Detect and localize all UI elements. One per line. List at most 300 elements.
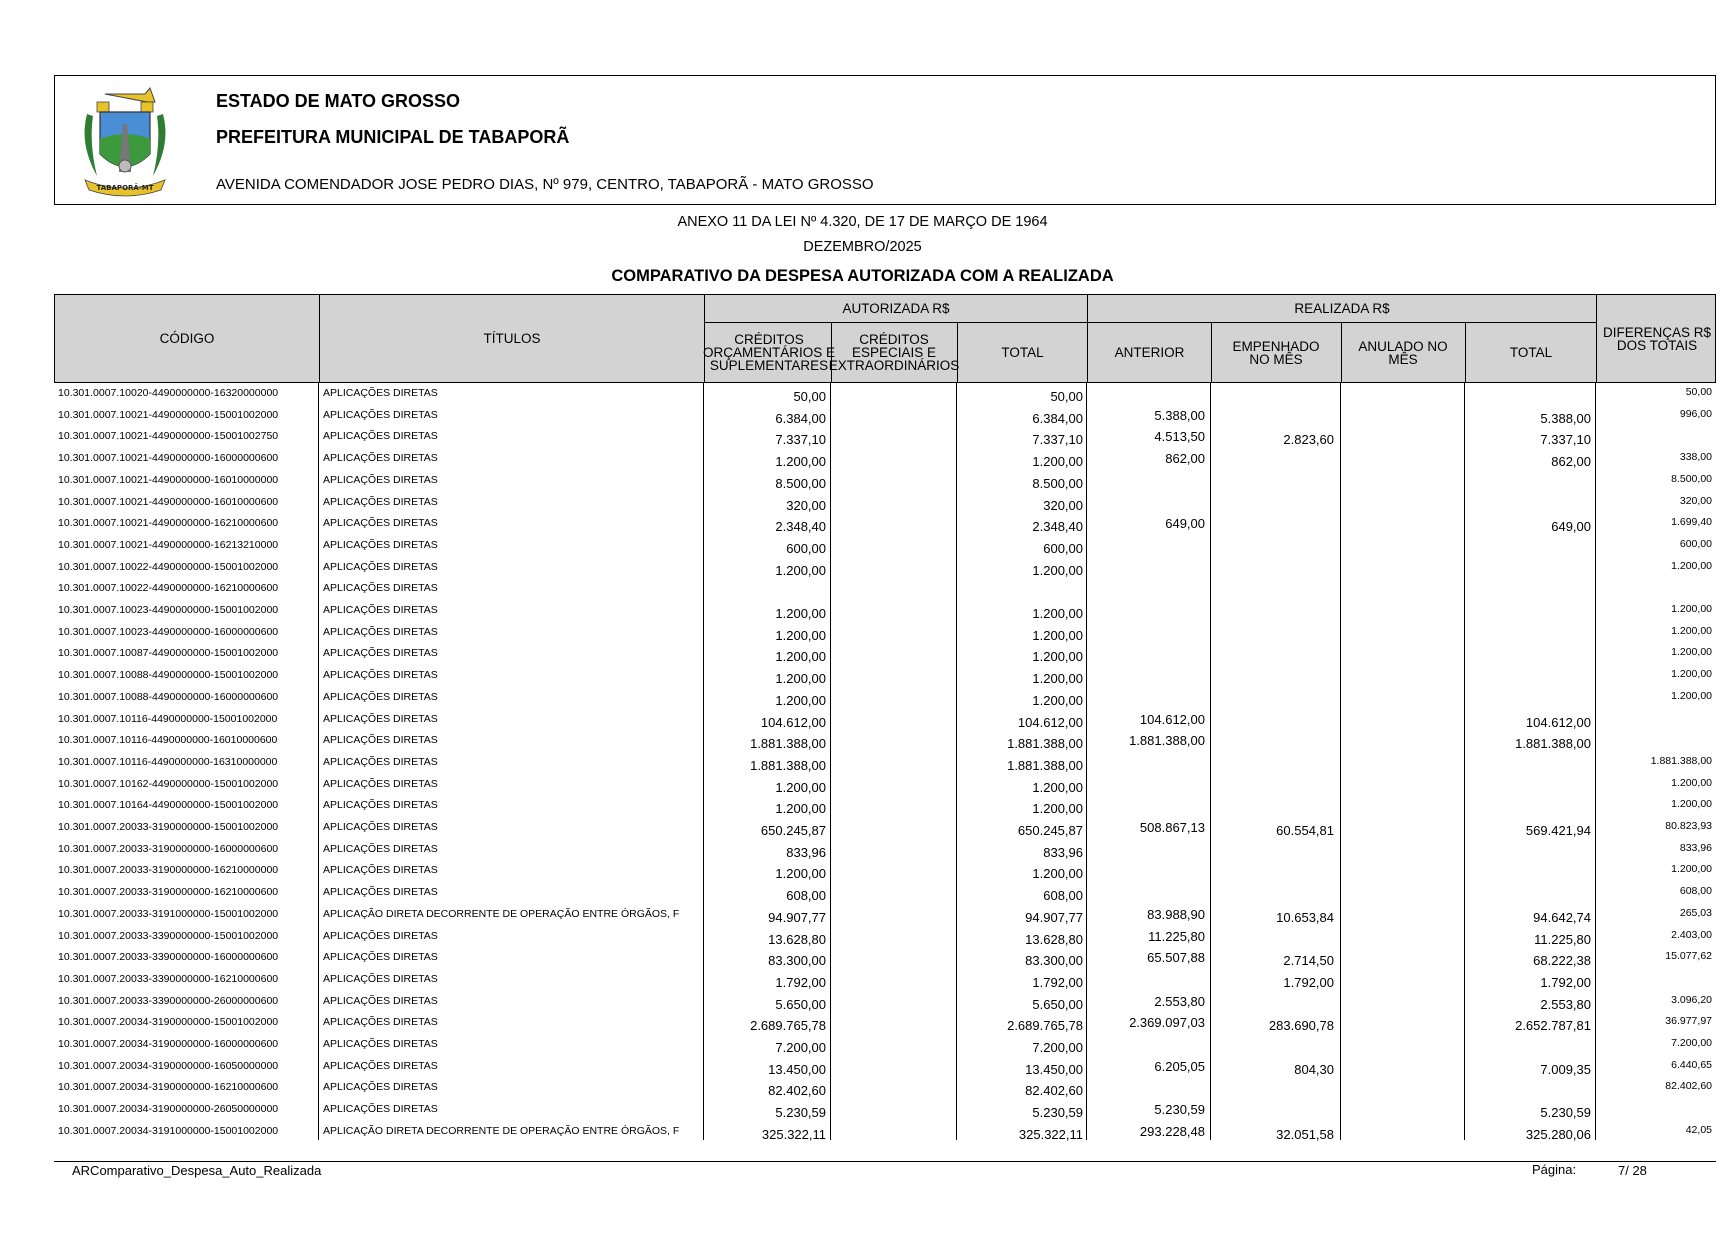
cell-code: 10.301.0007.10021-4490000000-16010000600 (58, 495, 279, 508)
cell-code: 10.301.0007.20034-3190000000-16210000600 (58, 1081, 279, 1094)
cell-committed-month (1211, 513, 1334, 535)
column-header-titles: TÍTULOS (483, 331, 541, 346)
cell-committed-month: 32.051,58 (1276, 1126, 1334, 1142)
cell-realized-total (1465, 839, 1591, 861)
cell-title: APLICAÇÕES DIRETAS (323, 994, 438, 1007)
cell-realized-total: 862,00 (1551, 454, 1591, 470)
cell-cancelled-month (1341, 1077, 1459, 1099)
table-row (54, 1077, 1716, 1099)
cell-difference: 1.200,00 (1671, 668, 1712, 681)
cell-cancelled-month (1341, 730, 1459, 752)
cell-title: APLICAÇÕES DIRETAS (323, 1103, 438, 1116)
cell-credits-budget: 1.200,00 (775, 692, 826, 708)
table-row (54, 752, 1716, 774)
cell-previous: 508.867,13 (1139, 820, 1205, 835)
cell-realized-total: 5.230,59 (1540, 1105, 1591, 1121)
cell-realized-total: 569.421,94 (1525, 823, 1591, 838)
cell-authorized-total: 82.402,60 (1025, 1083, 1083, 1099)
cell-realized-total: 68.222,38 (1533, 953, 1591, 969)
cell-committed-month (1211, 448, 1334, 470)
table-row (54, 991, 1716, 1013)
cell-code: 10.301.0007.10164-4490000000-15001002000 (58, 799, 279, 812)
cell-title: APLICAÇÕES DIRETAS (323, 473, 438, 486)
cell-committed-month: 283.690,78 (1268, 1018, 1334, 1034)
cell-credits-budget: 5.650,00 (775, 996, 826, 1012)
cell-code: 10.301.0007.10116-4490000000-16310000000 (58, 755, 278, 768)
table-row (54, 557, 1716, 579)
table-row (54, 643, 1716, 665)
cell-credits-special (831, 1077, 952, 1099)
cell-title: APLICAÇÕES DIRETAS (323, 408, 438, 421)
cell-previous: 6.205,05 (1154, 1058, 1205, 1074)
cell-cancelled-month (1341, 882, 1459, 904)
cell-committed-month (1211, 578, 1334, 600)
cell-realized-total (1465, 795, 1591, 817)
cell-title: APLICAÇÕES DIRETAS (323, 1038, 438, 1050)
cell-title: APLICAÇÕES DIRETAS (323, 951, 438, 964)
table-row (54, 795, 1716, 817)
cell-credits-budget: 7.200,00 (775, 1040, 826, 1055)
cell-cancelled-month (1341, 383, 1459, 405)
cell-difference: 15.077,62 (1665, 950, 1712, 963)
cell-credits-budget: 1.200,00 (775, 779, 826, 795)
cell-realized-total (1465, 643, 1591, 665)
cell-credits-budget: 82.402,60 (768, 1083, 826, 1099)
cell-code: 10.301.0007.20033-3390000000-16210000600 (58, 972, 279, 985)
cell-credits-special (831, 557, 952, 579)
cell-credits-budget: 6.384,00 (775, 410, 826, 426)
cell-realized-total: 2.553,80 (1540, 996, 1591, 1012)
cell-committed-month: 1.792,00 (1283, 974, 1334, 990)
cell-previous (1087, 492, 1205, 514)
cell-difference (1596, 730, 1712, 752)
cell-committed-month (1211, 752, 1334, 774)
column-header-authorized-total: TOTAL (1001, 345, 1044, 360)
cell-difference: 996,00 (1679, 407, 1712, 420)
state-name: ESTADO DE MATO GROSSO (216, 91, 461, 111)
cell-title: APLICAÇÕES DIRETAS (323, 972, 438, 985)
cell-credits-special (831, 383, 952, 405)
cell-code: 10.301.0007.20034-3190000000-16050000000 (58, 1059, 279, 1072)
cell-committed-month (1211, 709, 1334, 731)
cell-code: 10.301.0007.10021-4490000000-16000000600 (58, 452, 279, 465)
cell-cancelled-month (1341, 513, 1459, 535)
cell-title: APLICAÇÕES DIRETAS (323, 647, 438, 660)
table-row (54, 1099, 1716, 1121)
table-row (54, 665, 1716, 687)
cell-cancelled-month (1341, 405, 1459, 427)
cell-credits-budget: 94.907,77 (768, 909, 826, 925)
cell-credits-special (831, 622, 952, 644)
cell-authorized-total: 104.612,00 (1017, 714, 1083, 730)
table-row (54, 1056, 1716, 1078)
footer-page-label: Página: (1532, 1162, 1577, 1177)
cell-authorized-total: 83.300,00 (1025, 953, 1083, 969)
cell-code: 10.301.0007.10162-4490000000-15001002000 (58, 777, 279, 790)
cell-credits-special (831, 426, 952, 448)
table-row (54, 839, 1716, 861)
cell-realized-total (1465, 752, 1591, 774)
cell-realized-total: 7.009,35 (1540, 1061, 1591, 1077)
cell-authorized-total: 7.200,00 (1032, 1040, 1083, 1055)
cell-realized-total (1465, 578, 1591, 600)
cell-previous: 83.988,90 (1147, 906, 1205, 922)
cell-previous: 2.369.097,03 (1129, 1015, 1205, 1031)
cell-difference: 1.200,00 (1671, 689, 1712, 702)
cell-difference: 7.200,00 (1671, 1037, 1712, 1049)
cell-previous (1087, 860, 1205, 882)
cell-realized-total (1465, 882, 1591, 904)
cell-previous (1087, 774, 1205, 796)
cell-credits-special (831, 817, 952, 839)
cell-realized-total (1465, 600, 1591, 622)
cell-previous: 104.612,00 (1139, 711, 1205, 727)
cell-committed-month (1211, 622, 1334, 644)
cell-authorized-total: 320,00 (1043, 497, 1083, 513)
cell-realized-total (1465, 470, 1591, 492)
cell-previous: 862,00 (1165, 451, 1205, 467)
cell-difference: 1.200,00 (1671, 798, 1712, 811)
cell-credits-budget: 650.245,87 (760, 823, 826, 838)
cell-realized-total: 1.792,00 (1540, 974, 1591, 990)
cell-authorized-total: 1.200,00 (1032, 562, 1083, 578)
cell-credits-budget: 1.881.388,00 (750, 736, 826, 752)
cell-committed-month (1211, 535, 1334, 557)
cell-credits-special (831, 665, 952, 687)
cell-difference: 1.200,00 (1671, 776, 1712, 789)
cell-authorized-total: 2.348,40 (1032, 519, 1083, 535)
cell-code: 10.301.0007.20033-3190000000-16210000000 (58, 864, 279, 877)
cell-cancelled-month (1341, 578, 1459, 600)
cell-cancelled-month (1341, 687, 1459, 709)
cell-credits-budget: 320,00 (786, 497, 826, 513)
cell-difference: 80.823,93 (1665, 820, 1712, 832)
cell-committed-month (1211, 1034, 1334, 1056)
cell-title: APLICAÇÕES DIRETAS (323, 755, 438, 768)
cell-committed-month (1211, 470, 1334, 492)
table-row (54, 687, 1716, 709)
cell-difference (1596, 969, 1712, 991)
cell-difference: 320,00 (1679, 494, 1712, 507)
cell-cancelled-month (1341, 1056, 1459, 1078)
cell-title: APLICAÇÕES DIRETAS (323, 625, 438, 638)
cell-title: APLICAÇÕES DIRETAS (323, 669, 438, 682)
cell-committed-month (1211, 795, 1334, 817)
cell-authorized-total: 5.230,59 (1032, 1105, 1083, 1121)
table-row (54, 578, 1716, 600)
cell-realized-total: 1.881.388,00 (1515, 736, 1591, 752)
cell-cancelled-month (1341, 969, 1459, 991)
column-header-differences: DIFERENÇAS R$ DOS TOTAIS (1602, 324, 1712, 353)
cell-code: 10.301.0007.10021-4490000000-16010000000 (58, 473, 279, 486)
cell-credits-budget: 7.337,10 (775, 432, 826, 448)
cell-cancelled-month (1341, 665, 1459, 687)
cell-difference: 82.402,60 (1665, 1080, 1712, 1093)
cell-credits-budget: 608,00 (786, 888, 826, 904)
cell-committed-month (1211, 492, 1334, 514)
cell-code: 10.301.0007.10022-4490000000-15001002000 (58, 560, 279, 573)
cell-authorized-total: 1.200,00 (1032, 627, 1083, 643)
cell-previous: 4.513,50 (1154, 429, 1205, 445)
cell-committed-month (1211, 926, 1334, 948)
cell-credits-special (831, 1056, 952, 1078)
cell-difference: 1.200,00 (1671, 624, 1712, 637)
cell-credits-budget: 1.200,00 (775, 649, 826, 665)
cell-previous (1087, 557, 1205, 579)
cell-difference: 42,05 (1685, 1123, 1712, 1136)
cell-difference: 608,00 (1679, 885, 1712, 898)
cell-code: 10.301.0007.10020-4490000000-16320000000 (58, 387, 279, 399)
cell-committed-month: 10.653,84 (1276, 909, 1334, 925)
cell-committed-month: 2.714,50 (1283, 953, 1334, 969)
cell-credits-budget: 2.348,40 (775, 519, 826, 535)
cell-previous (1087, 839, 1205, 861)
cell-committed-month (1211, 1077, 1334, 1099)
cell-title: APLICAÇÕES DIRETAS (323, 929, 438, 942)
cell-title: APLICAÇÕES DIRETAS (323, 430, 438, 443)
cell-realized-total (1465, 557, 1591, 579)
cell-code: 10.301.0007.10023-4490000000-15001002000 (58, 604, 279, 616)
cell-credits-special (831, 578, 952, 600)
column-group-authorized: AUTORIZADA R$ (842, 301, 950, 316)
cell-difference (1596, 426, 1712, 448)
table-body (54, 383, 1716, 1140)
cell-title: APLICAÇÃO DIRETA DECORRENTE DE OPERAÇÃO ENTRE ÓRGÃOS, F (323, 1124, 680, 1137)
cell-committed-month: 2.823,60 (1283, 432, 1334, 448)
cell-previous (1087, 665, 1205, 687)
cell-authorized-total: 2.689.765,78 (1007, 1018, 1083, 1034)
cell-title: APLICAÇÕES DIRETAS (323, 799, 438, 812)
cell-cancelled-month (1341, 448, 1459, 470)
cell-difference: 1.200,00 (1671, 863, 1712, 876)
cell-committed-month (1211, 600, 1334, 622)
table-row (54, 1121, 1716, 1143)
cell-previous: 293.228,48 (1139, 1123, 1205, 1139)
cell-credits-budget: 2.689.765,78 (750, 1018, 826, 1034)
cell-credits-special (831, 991, 952, 1013)
table-row (54, 860, 1716, 882)
cell-credits-budget: 1.200,00 (775, 627, 826, 643)
cell-committed-month (1211, 405, 1334, 427)
cell-committed-month (1211, 839, 1334, 861)
cell-difference: 6.440,65 (1671, 1058, 1712, 1071)
cell-title: APLICAÇÕES DIRETAS (323, 864, 438, 877)
cell-realized-total: 94.642,74 (1533, 909, 1591, 925)
cell-title: APLICAÇÕES DIRETAS (323, 1016, 438, 1029)
cell-credits-special (831, 600, 952, 622)
cell-credits-budget (704, 578, 826, 600)
cell-credits-budget: 325.322,11 (761, 1126, 826, 1142)
cell-cancelled-month (1341, 643, 1459, 665)
column-header-previous: ANTERIOR (1114, 345, 1185, 360)
cell-credits-budget: 8.500,00 (775, 475, 826, 491)
cell-code: 10.301.0007.10087-4490000000-15001002000 (58, 647, 279, 660)
cell-authorized-total: 1.200,00 (1032, 671, 1083, 687)
cell-code: 10.301.0007.20034-3190000000-16000000600 (58, 1038, 279, 1050)
cell-code: 10.301.0007.10022-4490000000-16210000600 (58, 582, 279, 595)
cell-difference: 50,00 (1685, 386, 1712, 398)
law-reference: ANEXO 11 DA LEI Nº 4.320, DE 17 DE MARÇO DE 1964 (677, 214, 1048, 230)
cell-credits-special (831, 860, 952, 882)
cell-authorized-total: 1.200,00 (1032, 779, 1083, 795)
cell-code: 10.301.0007.20033-3190000000-16000000600 (58, 842, 279, 855)
cell-difference: 338,00 (1679, 451, 1712, 464)
cell-title: APLICAÇÕES DIRETAS (323, 734, 438, 747)
table-row (54, 492, 1716, 514)
cell-credits-special (831, 513, 952, 535)
cell-difference: 3.096,20 (1671, 993, 1712, 1006)
cell-credits-budget: 104.612,00 (760, 714, 826, 730)
cell-authorized-total: 8.500,00 (1032, 475, 1083, 491)
cell-cancelled-month (1341, 1121, 1459, 1143)
cell-credits-special (831, 448, 952, 470)
cell-authorized-total: 7.337,10 (1032, 432, 1083, 448)
cell-difference: 8.500,00 (1671, 472, 1712, 485)
cell-title: APLICAÇÕES DIRETAS (323, 452, 438, 465)
cell-realized-total: 649,00 (1551, 519, 1591, 535)
cell-cancelled-month (1341, 904, 1459, 926)
cell-title: APLICAÇÕES DIRETAS (323, 604, 438, 616)
table-row (54, 383, 1716, 405)
cell-previous: 2.553,80 (1154, 993, 1205, 1009)
cell-difference: 600,00 (1679, 537, 1712, 550)
table-row (54, 774, 1716, 796)
table-row (54, 926, 1716, 948)
table-row (54, 709, 1716, 731)
cell-cancelled-month (1341, 926, 1459, 948)
cell-realized-total (1465, 535, 1591, 557)
cell-difference: 1.200,00 (1671, 646, 1712, 659)
cell-difference (1596, 578, 1712, 600)
cell-committed-month (1211, 643, 1334, 665)
cell-difference: 833,96 (1679, 841, 1712, 854)
column-header-realized-total: TOTAL (1509, 345, 1553, 360)
table-row (54, 513, 1716, 535)
table-row (54, 470, 1716, 492)
cell-authorized-total: 325.322,11 (1018, 1126, 1083, 1142)
cell-code: 10.301.0007.10021-4490000000-16210000600 (58, 517, 279, 530)
cell-title: APLICAÇÕES DIRETAS (323, 842, 438, 855)
table-row (54, 882, 1716, 904)
cell-authorized-total: 1.200,00 (1032, 649, 1083, 665)
cell-cancelled-month (1341, 1012, 1459, 1034)
cell-title: APLICAÇÕES DIRETAS (323, 777, 438, 790)
cell-credits-budget: 1.200,00 (775, 562, 826, 578)
cell-cancelled-month (1341, 860, 1459, 882)
cell-authorized-total: 13.628,80 (1025, 931, 1083, 947)
cell-title: APLICAÇÃO DIRETA DECORRENTE DE OPERAÇÃO ENTRE ÓRGÃOS, F (323, 907, 680, 920)
header-box (54, 75, 1716, 205)
table-row (54, 969, 1716, 991)
cell-cancelled-month (1341, 795, 1459, 817)
cell-previous (1087, 969, 1205, 991)
cell-credits-special (831, 470, 952, 492)
cell-credits-budget: 1.881.388,00 (750, 757, 826, 773)
cell-title: APLICAÇÕES DIRETAS (323, 387, 438, 399)
table-row (54, 622, 1716, 644)
footer-page-number: 7/ 28 (1618, 1163, 1647, 1178)
cell-realized-total: 325.280,06 (1525, 1126, 1591, 1142)
cell-credits-budget: 1.792,00 (775, 974, 826, 990)
cell-previous (1087, 578, 1205, 600)
cell-committed-month: 60.554,81 (1276, 823, 1334, 838)
cell-previous: 1.881.388,00 (1129, 733, 1205, 749)
cell-realized-total (1465, 687, 1591, 709)
column-header-credits-special: CRÉDITOS ESPECIAIS E EXTRAORDINÁRIOS (828, 332, 960, 373)
cell-realized-total: 5.388,00 (1540, 410, 1591, 426)
cell-credits-special (831, 969, 952, 991)
table-row (54, 947, 1716, 969)
cell-difference: 1.881.388,00 (1650, 754, 1712, 767)
cell-title: APLICAÇÕES DIRETAS (323, 821, 438, 833)
column-header-credits-budget: CRÉDITOS ORÇAMENTÁRIOS E SUPLEMENTARES (702, 332, 835, 373)
cell-committed-month (1211, 687, 1334, 709)
svg-text:TABAPORÃ-MT: TABAPORÃ-MT (96, 184, 154, 192)
cell-credits-special (831, 1034, 952, 1056)
cell-title: APLICAÇÕES DIRETAS (323, 886, 438, 899)
cell-credits-budget: 833,96 (786, 844, 826, 860)
cell-committed-month (1211, 882, 1334, 904)
cell-authorized-total: 6.384,00 (1032, 410, 1083, 426)
cell-committed-month (1211, 1099, 1334, 1121)
report-title: COMPARATIVO DA DESPESA AUTORIZADA COM A REALIZADA (611, 267, 1114, 285)
cell-previous: 5.388,00 (1154, 407, 1205, 423)
cell-credits-special (831, 904, 952, 926)
cell-previous: 649,00 (1165, 516, 1205, 532)
cell-committed-month (1211, 557, 1334, 579)
cell-credits-budget: 600,00 (786, 540, 826, 556)
cell-committed-month (1211, 730, 1334, 752)
cell-previous: 11.225,80 (1148, 928, 1205, 944)
cell-title: APLICAÇÕES DIRETAS (323, 517, 438, 530)
cell-credits-special (831, 947, 952, 969)
cell-cancelled-month (1341, 991, 1459, 1013)
cell-previous: 65.507,88 (1147, 950, 1205, 966)
cell-previous (1087, 1034, 1205, 1056)
cell-credits-special (831, 492, 952, 514)
cell-previous (1087, 1077, 1205, 1099)
cell-credits-special (831, 1012, 952, 1034)
cell-difference: 1.200,00 (1671, 559, 1712, 572)
cell-title: APLICAÇÕES DIRETAS (323, 1081, 438, 1094)
cell-realized-total: 104.612,00 (1525, 714, 1591, 730)
cell-code: 10.301.0007.20034-3190000000-15001002000 (58, 1016, 279, 1029)
cell-cancelled-month (1341, 1099, 1459, 1121)
cell-cancelled-month (1341, 817, 1459, 839)
cell-committed-month (1211, 665, 1334, 687)
cell-credits-special (831, 405, 952, 427)
cell-title: APLICAÇÕES DIRETAS (323, 582, 438, 595)
cell-code: 10.301.0007.20034-3191000000-15001002000 (58, 1124, 279, 1137)
cell-code: 10.301.0007.20033-3191000000-15001002000 (58, 907, 279, 920)
cell-cancelled-month (1341, 947, 1459, 969)
table-row (54, 405, 1716, 427)
cell-previous (1087, 622, 1205, 644)
cell-credits-special (831, 687, 952, 709)
table-row (54, 817, 1716, 839)
cell-credits-special (831, 535, 952, 557)
cell-cancelled-month (1341, 709, 1459, 731)
cell-authorized-total: 1.200,00 (1032, 801, 1083, 817)
cell-credits-special (831, 730, 952, 752)
cell-credits-special (831, 774, 952, 796)
cell-credits-budget: 83.300,00 (768, 953, 826, 969)
cell-realized-total (1465, 860, 1591, 882)
cell-difference: 1.200,00 (1671, 603, 1712, 615)
cell-credits-special (831, 1099, 952, 1121)
cell-code: 10.301.0007.20033-3390000000-16000000600 (58, 951, 279, 964)
report-period: DEZEMBRO/2025 (803, 239, 922, 255)
